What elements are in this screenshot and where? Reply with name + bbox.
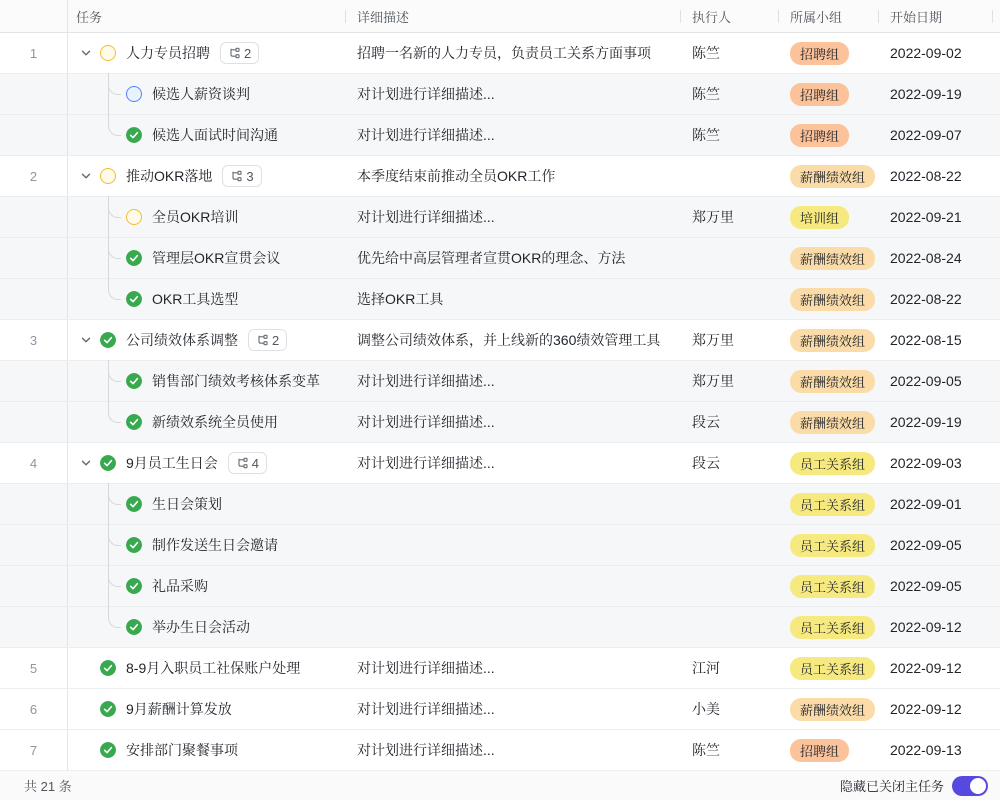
description-cell[interactable]: 对计划进行详细描述... xyxy=(357,742,495,758)
subtask-count-chip[interactable] xyxy=(222,165,261,187)
date-cell[interactable]: 2022-09-12 xyxy=(890,701,962,717)
status-done-icon[interactable] xyxy=(126,250,142,266)
row-number: 3 xyxy=(0,320,68,360)
description-cell[interactable] xyxy=(345,484,680,524)
date-cell[interactable]: 2022-08-22 xyxy=(890,291,962,307)
task-title[interactable]: 制作发送生日会邀请 xyxy=(152,537,278,553)
task-cell[interactable] xyxy=(68,361,345,401)
row-number xyxy=(0,607,68,647)
group-badge: 薪酬绩效组 xyxy=(790,329,875,352)
tree-connector-elbow xyxy=(108,73,121,95)
owner-cell[interactable]: 陈竺 xyxy=(692,127,720,143)
group-cell[interactable] xyxy=(778,197,878,237)
row-number xyxy=(0,197,68,237)
table-row xyxy=(0,648,1000,689)
group-badge: 员工关系组 xyxy=(790,493,875,516)
task-title[interactable]: 全员OKR培训 xyxy=(152,209,239,225)
toggle-knob xyxy=(970,778,986,794)
group-badge: 员工关系组 xyxy=(790,616,875,639)
date-cell[interactable]: 2022-09-05 xyxy=(890,578,962,594)
header-gutter xyxy=(0,0,68,32)
owner-cell[interactable] xyxy=(680,156,778,196)
status-done-icon[interactable] xyxy=(100,660,116,676)
group-badge: 招聘组 xyxy=(790,42,849,65)
owner-cell[interactable]: 郑万里 xyxy=(692,332,734,348)
date-cell[interactable]: 2022-09-05 xyxy=(890,537,962,553)
tree-connector-elbow xyxy=(108,237,121,259)
row-number xyxy=(0,361,68,401)
row-number xyxy=(0,525,68,565)
description-cell[interactable]: 选择OKR工具 xyxy=(357,291,444,307)
group-badge: 员工关系组 xyxy=(790,534,875,557)
table-row xyxy=(0,74,1000,115)
date-cell[interactable]: 2022-09-21 xyxy=(890,209,962,225)
owner-cell[interactable] xyxy=(680,566,778,606)
table-row xyxy=(0,197,1000,238)
group-badge: 招聘组 xyxy=(790,83,849,106)
subtask-tree-icon xyxy=(230,170,242,182)
description-cell[interactable]: 本季度结束前推动全员OKR工作 xyxy=(357,168,556,184)
description-cell[interactable]: 对计划进行详细描述... xyxy=(357,209,495,225)
task-title[interactable]: 公司绩效体系调整 xyxy=(126,332,238,348)
group-badge: 薪酬绩效组 xyxy=(790,411,875,434)
task-cell[interactable] xyxy=(68,279,345,319)
chevron-down-icon[interactable] xyxy=(80,334,92,346)
row-number: 6 xyxy=(0,689,68,729)
column-header-group[interactable]: 所属小组 xyxy=(778,0,878,32)
group-badge: 薪酬绩效组 xyxy=(790,288,875,311)
description-cell[interactable]: 对计划进行详细描述... xyxy=(357,373,495,389)
owner-cell[interactable]: 陈竺 xyxy=(692,86,720,102)
group-cell[interactable] xyxy=(778,402,878,442)
status-done-icon[interactable] xyxy=(126,496,142,512)
table-row xyxy=(0,607,1000,648)
record-count: 共 21 条 xyxy=(24,779,72,794)
column-header-desc[interactable]: 详细描述 xyxy=(345,0,680,32)
row-number xyxy=(0,279,68,319)
table-header xyxy=(0,0,1000,33)
description-cell[interactable]: 对计划进行详细描述... xyxy=(357,86,495,102)
status-inprogress-icon[interactable] xyxy=(126,209,142,225)
task-title[interactable]: 人力专员招聘 xyxy=(126,45,210,61)
group-cell[interactable] xyxy=(778,648,878,688)
description-cell[interactable] xyxy=(345,525,680,565)
table-row xyxy=(0,279,1000,320)
status-done-icon[interactable] xyxy=(100,701,116,717)
group-badge: 招聘组 xyxy=(790,124,849,147)
group-badge: 薪酬绩效组 xyxy=(790,370,875,393)
status-todo-icon[interactable] xyxy=(126,86,142,102)
group-badge: 员工关系组 xyxy=(790,575,875,598)
row-number: 2 xyxy=(0,156,68,196)
task-cell[interactable] xyxy=(68,443,345,483)
task-title[interactable]: 9月员工生日会 xyxy=(126,455,218,471)
chevron-down-icon[interactable] xyxy=(80,170,92,182)
tree-connector-elbow xyxy=(108,401,121,423)
owner-cell[interactable]: 段云 xyxy=(692,455,720,471)
subtask-count-chip[interactable] xyxy=(248,329,287,351)
owner-cell[interactable]: 陈竺 xyxy=(692,45,720,61)
date-cell[interactable]: 2022-09-01 xyxy=(890,496,962,512)
owner-cell[interactable]: 小美 xyxy=(692,701,720,717)
group-badge: 培训组 xyxy=(790,206,849,229)
column-header-date[interactable]: 开始日期 xyxy=(878,0,1000,32)
task-cell[interactable] xyxy=(68,566,345,606)
table-row xyxy=(0,320,1000,361)
status-done-icon[interactable] xyxy=(126,291,142,307)
owner-cell[interactable] xyxy=(680,607,778,647)
tree-connector-elbow xyxy=(108,196,121,218)
tree-connector-elbow xyxy=(108,565,121,587)
row-number xyxy=(0,74,68,114)
status-inprogress-icon[interactable] xyxy=(100,168,116,184)
task-title[interactable]: 新绩效系统全员使用 xyxy=(152,414,278,430)
row-number xyxy=(0,566,68,606)
owner-cell[interactable] xyxy=(680,279,778,319)
subtask-count: 4 xyxy=(251,455,260,471)
group-cell[interactable] xyxy=(778,525,878,565)
table-row xyxy=(0,156,1000,197)
table-row xyxy=(0,238,1000,279)
date-cell[interactable]: 2022-09-12 xyxy=(890,619,962,635)
date-cell[interactable]: 2022-08-22 xyxy=(890,168,962,184)
task-cell[interactable] xyxy=(68,156,345,196)
task-cell[interactable] xyxy=(68,238,345,278)
subtask-count: 3 xyxy=(246,168,254,184)
chevron-placeholder xyxy=(80,703,92,715)
task-title[interactable]: 管理层OKR宣贯会议 xyxy=(152,250,281,266)
task-cell[interactable] xyxy=(68,648,345,688)
row-number: 4 xyxy=(0,443,68,483)
task-title[interactable]: 销售部门绩效考核体系变革 xyxy=(152,373,320,389)
task-cell[interactable] xyxy=(68,689,345,729)
task-cell[interactable] xyxy=(68,320,345,360)
chevron-down-icon[interactable] xyxy=(80,47,92,59)
owner-cell[interactable] xyxy=(680,525,778,565)
date-cell[interactable]: 2022-09-19 xyxy=(890,86,962,102)
tree-connector-elbow xyxy=(108,114,121,136)
table-row xyxy=(0,115,1000,156)
table-row xyxy=(0,525,1000,566)
status-done-icon[interactable] xyxy=(126,127,142,143)
tree-connector-elbow xyxy=(108,524,121,546)
status-done-icon[interactable] xyxy=(100,332,116,348)
group-badge: 薪酬绩效组 xyxy=(790,165,875,188)
status-done-icon[interactable] xyxy=(126,537,142,553)
task-title[interactable]: 推动OKR落地 xyxy=(126,168,213,184)
date-cell[interactable]: 2022-09-02 xyxy=(890,45,962,61)
subtask-count-chip[interactable] xyxy=(220,42,259,64)
status-done-icon[interactable] xyxy=(126,619,142,635)
tree-connector-elbow xyxy=(108,606,121,628)
table-body xyxy=(0,33,1000,771)
status-inprogress-icon[interactable] xyxy=(100,45,116,61)
group-cell[interactable] xyxy=(778,443,878,483)
table-row xyxy=(0,443,1000,484)
group-cell[interactable] xyxy=(778,74,878,114)
status-done-icon[interactable] xyxy=(126,373,142,389)
description-cell[interactable]: 招聘一名新的人力专员，负责员工关系方面事项 xyxy=(357,45,651,61)
group-cell[interactable] xyxy=(778,320,878,360)
group-cell[interactable] xyxy=(778,566,878,606)
subtask-tree-icon xyxy=(236,457,248,469)
tree-connector-elbow xyxy=(108,483,121,505)
group-cell[interactable] xyxy=(778,115,878,155)
tree-connector-elbow xyxy=(108,360,121,382)
chevron-placeholder xyxy=(80,662,92,674)
owner-cell[interactable] xyxy=(680,484,778,524)
task-title[interactable]: 生日会策划 xyxy=(152,496,222,512)
status-done-icon[interactable] xyxy=(126,414,142,430)
task-cell[interactable] xyxy=(68,33,345,73)
group-cell[interactable] xyxy=(778,607,878,647)
hide-closed-toggle[interactable] xyxy=(952,776,988,796)
task-cell[interactable] xyxy=(68,74,345,114)
group-badge: 员工关系组 xyxy=(790,657,875,680)
date-cell[interactable]: 2022-09-07 xyxy=(890,127,962,143)
group-badge: 薪酬绩效组 xyxy=(790,698,875,721)
description-cell[interactable]: 调整公司绩效体系，并上线新的360绩效管理工具 xyxy=(357,332,661,348)
subtask-count-chip[interactable] xyxy=(228,452,267,474)
task-title[interactable]: 举办生日会活动 xyxy=(152,619,250,635)
date-cell[interactable]: 2022-09-12 xyxy=(890,660,962,676)
task-cell[interactable] xyxy=(68,402,345,442)
description-cell[interactable]: 对计划进行详细描述... xyxy=(357,660,495,676)
group-cell[interactable] xyxy=(778,730,878,770)
group-badge: 员工关系组 xyxy=(790,452,875,475)
description-cell[interactable] xyxy=(345,566,680,606)
description-cell[interactable] xyxy=(345,607,680,647)
task-cell[interactable] xyxy=(68,607,345,647)
task-title[interactable]: 8-9月入职员工社保账户处理 xyxy=(126,660,301,676)
row-number xyxy=(0,115,68,155)
table-row xyxy=(0,361,1000,402)
date-cell[interactable]: 2022-08-24 xyxy=(890,250,962,266)
chevron-down-icon[interactable] xyxy=(80,457,92,469)
owner-cell[interactable]: 郑万里 xyxy=(692,209,734,225)
description-cell[interactable]: 对计划进行详细描述... xyxy=(357,701,495,717)
group-cell[interactable] xyxy=(778,279,878,319)
task-cell[interactable] xyxy=(68,115,345,155)
table-row xyxy=(0,402,1000,443)
table-row xyxy=(0,484,1000,525)
column-header-task[interactable]: 任务 xyxy=(76,9,103,25)
status-done-icon[interactable] xyxy=(100,742,116,758)
owner-cell[interactable]: 江河 xyxy=(692,660,720,676)
description-cell[interactable]: 优先给中高层管理者宣贯OKR的理念、方法 xyxy=(357,250,626,266)
date-cell[interactable]: 2022-08-15 xyxy=(890,332,962,348)
row-number: 5 xyxy=(0,648,68,688)
subtask-tree-icon xyxy=(256,334,268,346)
description-cell[interactable]: 对计划进行详细描述... xyxy=(357,455,495,471)
owner-cell[interactable]: 陈竺 xyxy=(692,742,720,758)
group-cell[interactable] xyxy=(778,484,878,524)
row-number xyxy=(0,484,68,524)
task-title[interactable]: 9月薪酬计算发放 xyxy=(126,701,232,717)
table-row xyxy=(0,689,1000,730)
row-number xyxy=(0,238,68,278)
date-cell[interactable]: 2022-09-05 xyxy=(890,373,962,389)
group-cell[interactable] xyxy=(778,361,878,401)
status-done-icon[interactable] xyxy=(126,578,142,594)
group-cell[interactable] xyxy=(778,689,878,729)
table-row xyxy=(0,33,1000,74)
row-number xyxy=(0,402,68,442)
date-cell[interactable]: 2022-09-19 xyxy=(890,414,962,430)
chevron-placeholder xyxy=(80,744,92,756)
description-cell[interactable]: 对计划进行详细描述... xyxy=(357,414,495,430)
owner-cell[interactable]: 段云 xyxy=(692,414,720,430)
date-cell[interactable]: 2022-09-13 xyxy=(890,742,962,758)
subtask-count: 2 xyxy=(272,332,280,348)
table-row xyxy=(0,730,1000,771)
row-number: 7 xyxy=(0,730,68,770)
description-cell[interactable]: 对计划进行详细描述... xyxy=(357,127,495,143)
group-cell[interactable] xyxy=(778,33,878,73)
table-row xyxy=(0,566,1000,607)
column-header-owner[interactable]: 执行人 xyxy=(680,0,778,32)
footer-bar xyxy=(0,771,1000,800)
owner-cell[interactable]: 郑万里 xyxy=(692,373,734,389)
task-cell[interactable] xyxy=(68,484,345,524)
row-number: 1 xyxy=(0,33,68,73)
task-cell[interactable] xyxy=(68,525,345,565)
owner-cell[interactable] xyxy=(680,238,778,278)
group-badge: 招聘组 xyxy=(790,739,849,762)
task-title[interactable]: 安排部门聚餐事项 xyxy=(126,742,238,758)
subtask-count: 2 xyxy=(244,45,252,61)
date-cell[interactable]: 2022-09-03 xyxy=(890,455,962,471)
hide-closed-label: 隐藏已关闭主任务 xyxy=(839,779,944,794)
task-title[interactable]: 候选人薪资谈判 xyxy=(152,86,250,102)
task-title[interactable]: OKR工具选型 xyxy=(152,291,239,307)
task-title[interactable]: 礼品采购 xyxy=(152,578,208,594)
subtask-tree-icon xyxy=(228,47,240,59)
task-cell[interactable] xyxy=(68,197,345,237)
group-cell[interactable] xyxy=(778,156,878,196)
task-cell[interactable] xyxy=(68,730,345,770)
status-done-icon[interactable] xyxy=(100,455,116,471)
task-title[interactable]: 候选人面试时间沟通 xyxy=(152,127,278,143)
group-cell[interactable] xyxy=(778,238,878,278)
group-badge: 薪酬绩效组 xyxy=(790,247,875,270)
tree-connector-elbow xyxy=(108,278,121,300)
